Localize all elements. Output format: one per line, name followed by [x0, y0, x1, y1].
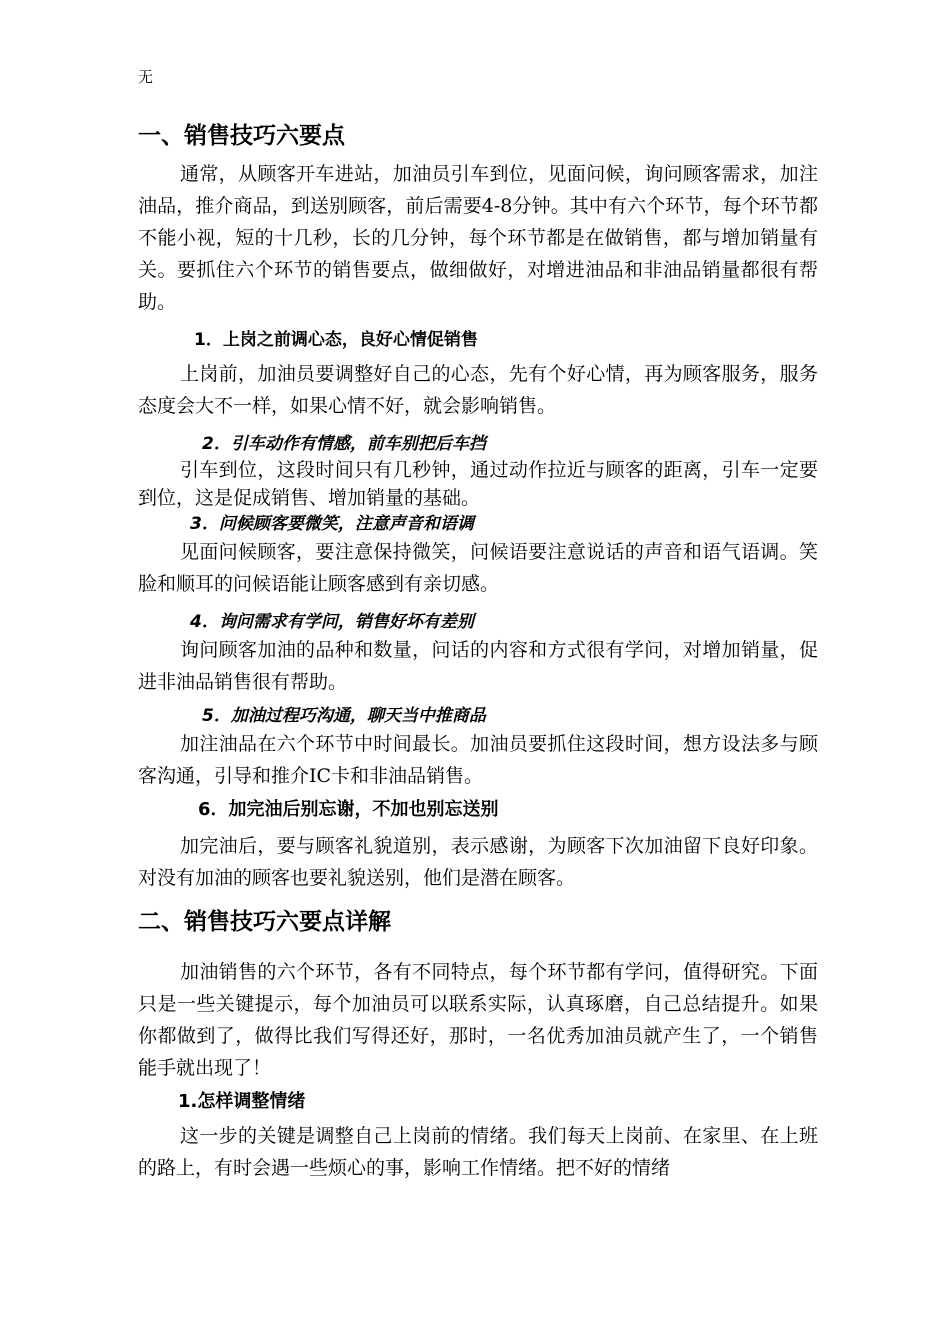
point-4-heading: 4．询问需求有学问，销售好坏有差别 [190, 612, 474, 632]
point-5-heading: 5．加油过程巧沟通，聊天当中推商品 [202, 706, 486, 726]
sub-1-body: 这一步的关键是调整自己上岗前的情绪。我们每天上岗前、在家里、在上班的路上，有时会遇一些烦心的事，影响工作情绪。把不好的情绪 [138, 1125, 818, 1179]
point-1-heading: 1．上岗之前调心态，良好心情促销售 [194, 330, 478, 350]
point-6-body: 加完油后，要与顾客礼貌道别，表示感谢，为顾客下次加油留下良好印象。对没有加油的顾客也要礼貌送别，他们是潜在顾客。 [138, 835, 818, 889]
sub-1-heading: 1.怎样调整情绪 [178, 1091, 306, 1112]
point-3-heading: 3．问候顾客要微笑，注意声音和语调 [190, 514, 474, 534]
point-6-heading: 6．加完油后别忘谢，不加也别忘送别 [198, 799, 499, 820]
section-2-intro: 加油销售的六个环节，各有不同特点，每个环节都有学问，值得研究。下面只是一些关键提示，每个加油员可以联系实际，认真琢磨，自己总结提升。如果你都做到了，做得比我们写得还好，那时，一名优秀加油员就产生了，一个销售能手就出现了！ [138, 961, 818, 1079]
point-5-body: 加注油品在六个环节中时间最长。加油员要抓住这段时间，想方设法多与顾客沟通，引导和推介IC卡和非油品销售。 [138, 733, 818, 787]
point-1-body: 上岗前，加油员要调整好自己的心态，先有个好心情，再为顾客服务，服务态度会大不一样，如果心情不好，就会影响销售。 [138, 363, 818, 417]
point-2-heading: 2．引车动作有情感，前车别把后车挡 [202, 434, 486, 454]
header-mark: 无 [138, 68, 154, 86]
point-3-body: 见面问候顾客，要注意保持微笑，问候语要注意说话的声音和语气语调。笑脸和顺耳的问候语能让顾客感到有亲切感。 [138, 541, 818, 595]
section-1-intro: 通常，从顾客开车进站，加油员引车到位，见面问候，询问顾客需求，加注油品，推介商品，到送别顾客，前后需要4-8分钟。其中有六个环节，每个环节都不能小视，短的十几秒，长的几分钟，每个环节都是在做销售，都与增加销量有关。要抓住六个环节的销售要点，做细做好，对增进油品和非油品销量都很有帮助。 [138, 163, 818, 313]
point-2-body: 引车到位，这段时间只有几秒钟，通过动作拉近与顾客的距离，引车一定要到位，这是促成销售、增加销量的基础。 [138, 459, 818, 509]
document-body [138, 120, 818, 1184]
section-2-title: 二、销售技巧六要点详解 [138, 909, 391, 935]
point-4-body: 询问顾客加油的品种和数量，问话的内容和方式很有学问，对增加销量，促进非油品销售很有帮助。 [138, 639, 818, 693]
section-1-title: 一、销售技巧六要点 [138, 123, 345, 149]
